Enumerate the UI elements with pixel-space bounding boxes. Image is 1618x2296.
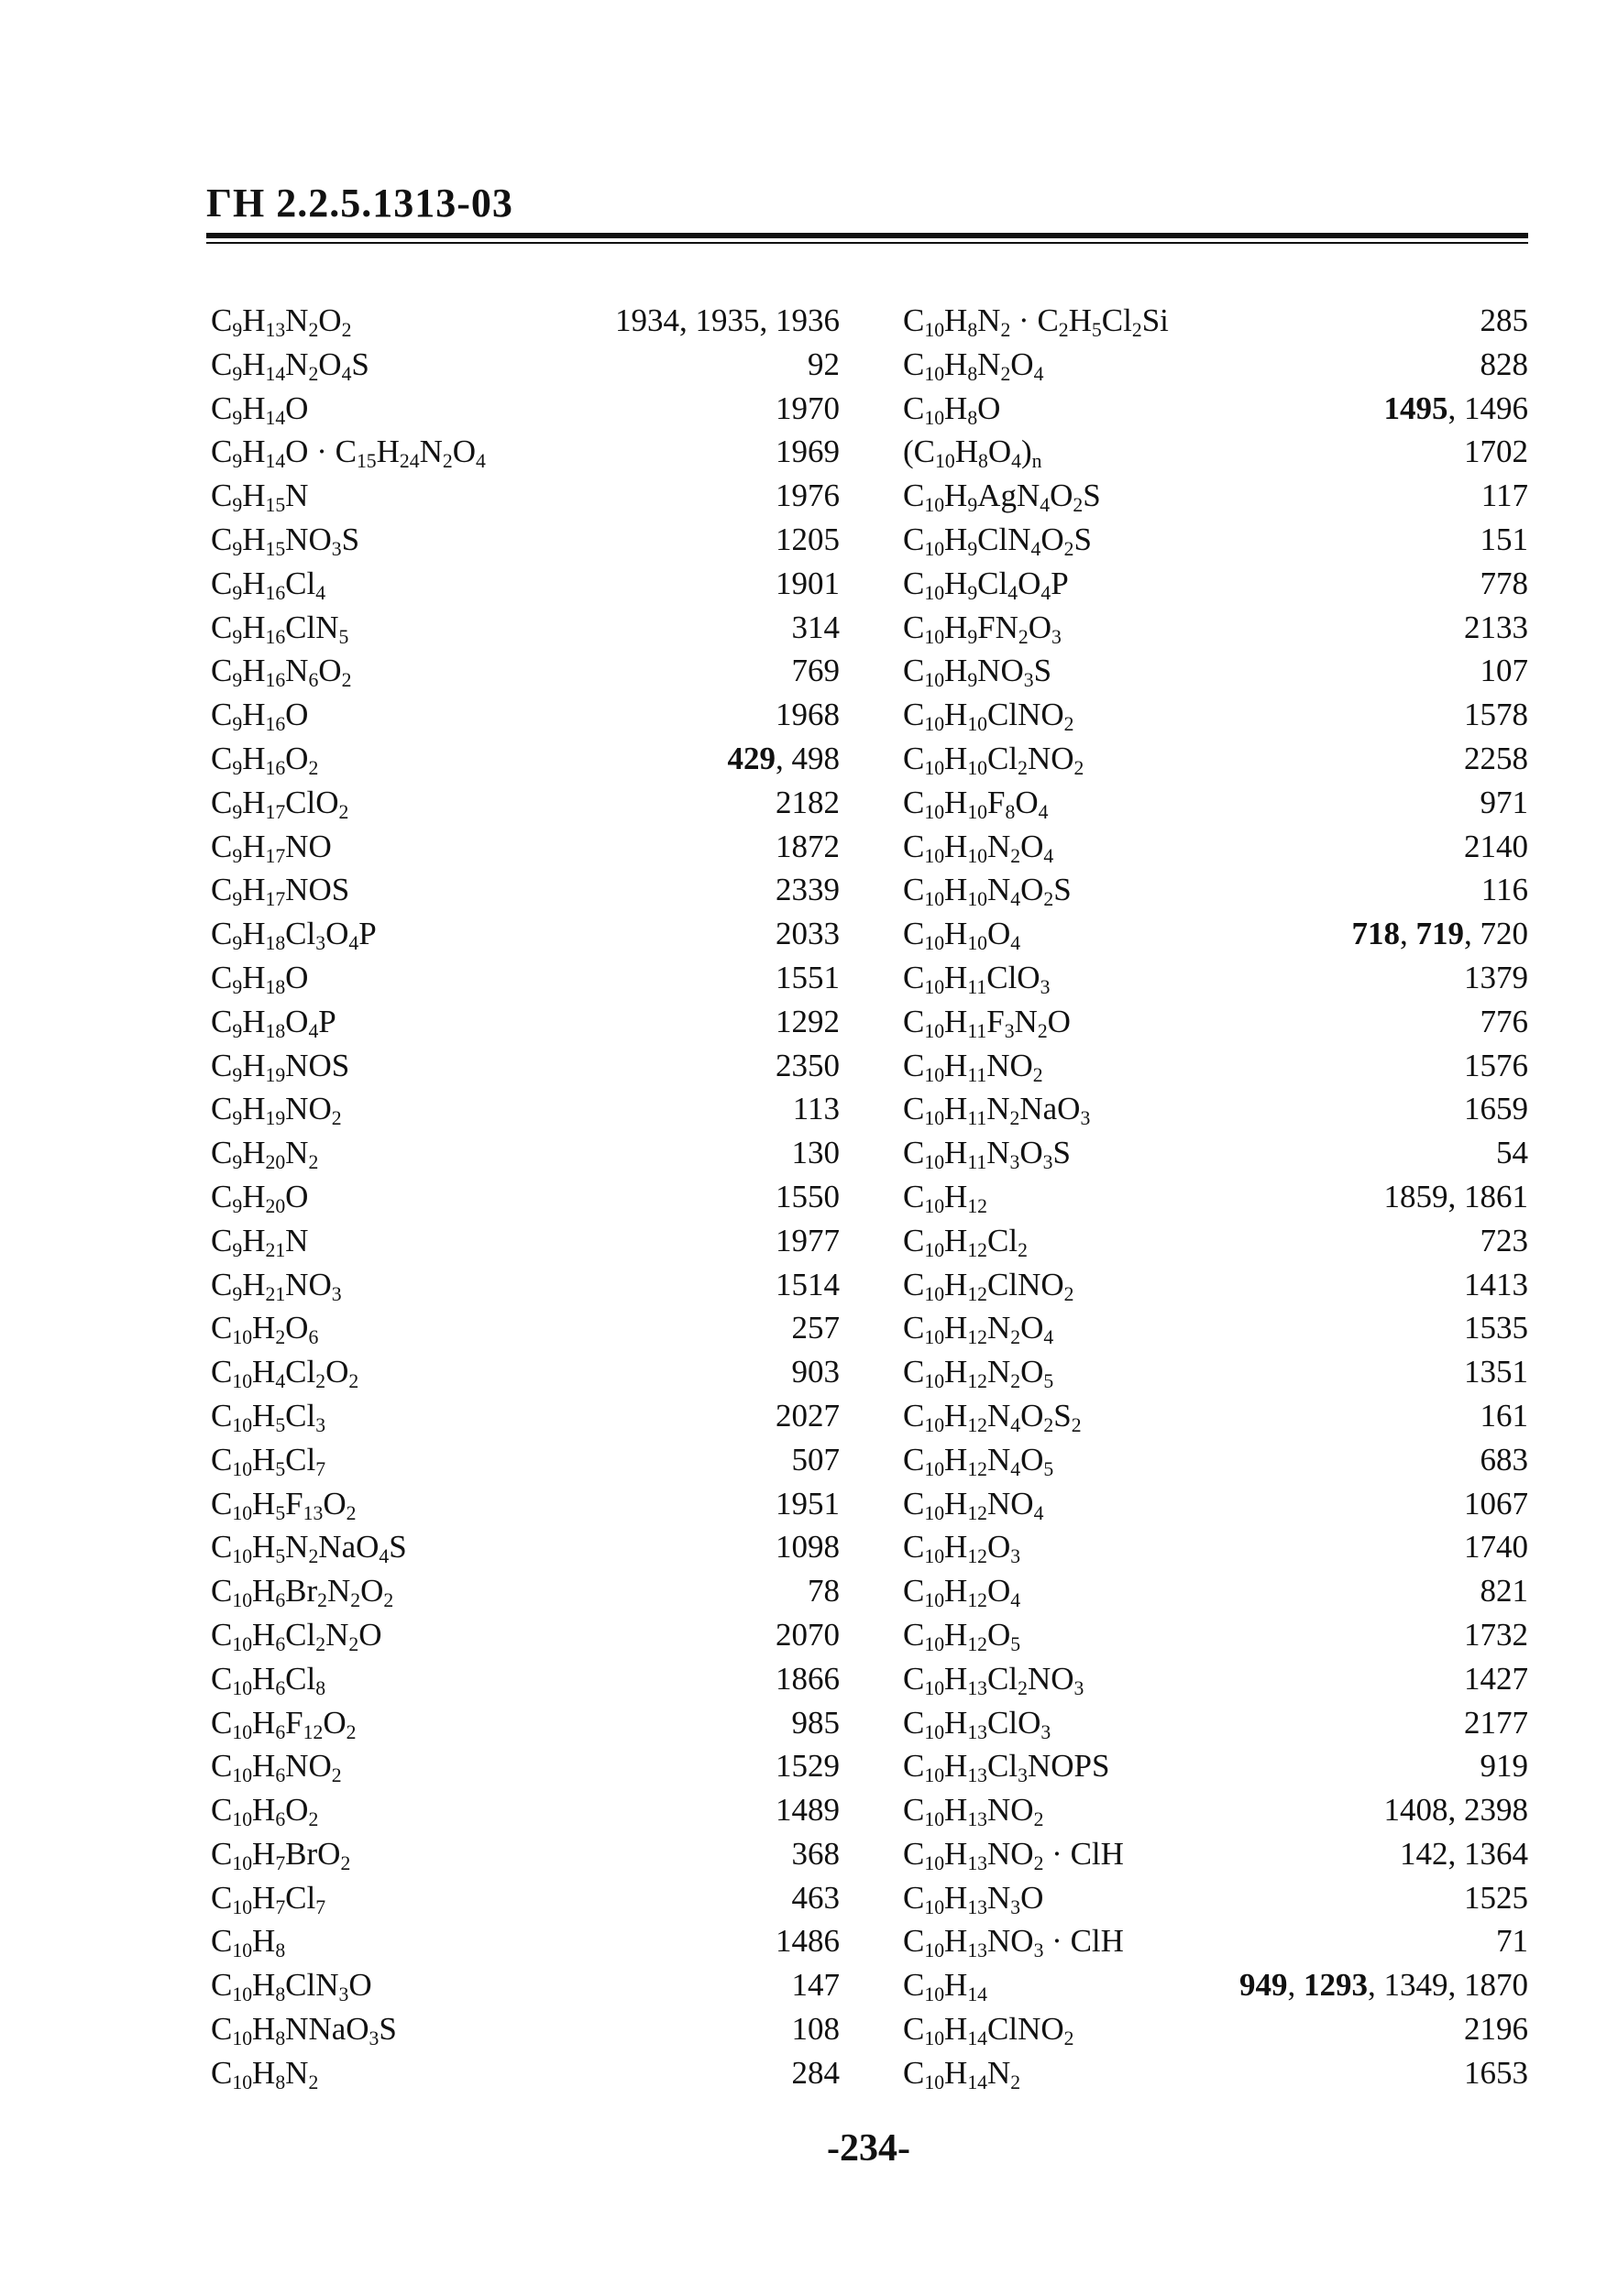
index-row xyxy=(903,1613,1528,1657)
index-row xyxy=(903,430,1528,474)
chemical-formula: $C_{10}H_9ClN_4O_2S$ xyxy=(903,521,1092,561)
chemical-formula: $C_{10}H_{11}N_2NaO_3$ xyxy=(903,1091,1091,1130)
entry-numbers: 821 xyxy=(1480,1573,1528,1609)
index-row xyxy=(211,1832,840,1876)
chemical-formula: $C_{10}H_{12}NO_4$ xyxy=(903,1485,1044,1524)
chemical-formula: $C_{10}H_{12}Cl_2$ xyxy=(903,1222,1028,1261)
index-row xyxy=(903,1657,1528,1701)
chemical-formula: $C_{10}H_6F_{12}O_2$ xyxy=(211,1704,357,1743)
entry-numbers: 1977 xyxy=(776,1222,840,1258)
chemical-formula: $C_9H_{17}ClO_2$ xyxy=(211,784,349,823)
chemical-formula: $C_9H_{21}NO_3$ xyxy=(211,1266,342,1305)
chemical-formula: $C_{10}H_{11}N_3O_3S$ xyxy=(903,1135,1071,1174)
entry-numbers: 1535 xyxy=(1464,1310,1528,1346)
entry-numbers: 130 xyxy=(791,1135,840,1171)
entry-numbers: 776 xyxy=(1480,1003,1528,1039)
entry-numbers: 257 xyxy=(791,1310,840,1346)
entry-numbers: 1529 xyxy=(776,1748,840,1785)
index-row xyxy=(903,2007,1528,2051)
index-row xyxy=(211,387,840,431)
entry-numbers: 769 xyxy=(791,653,840,689)
entry-numbers: 2140 xyxy=(1464,828,1528,864)
chemical-formula: $C_{10}H_{14}N_2$ xyxy=(903,2054,1021,2093)
index-row xyxy=(211,1876,840,1920)
index-row xyxy=(211,518,840,562)
index-row xyxy=(211,2007,840,2051)
entry-numbers: 1934, 1935, 1936 xyxy=(615,302,840,338)
chemical-formula: $C_{10}H_4Cl_2O_2$ xyxy=(211,1354,359,1393)
index-row xyxy=(903,1350,1528,1394)
index-row xyxy=(903,1000,1528,1044)
index-row xyxy=(903,1438,1528,1482)
chemical-formula: $C_9H_{16}ClN_5$ xyxy=(211,609,349,648)
entry-numbers: 1514 xyxy=(776,1266,840,1302)
entry-numbers: 71 xyxy=(1496,1923,1528,1960)
chemical-formula: $C_{10}H_{13}ClO_3$ xyxy=(903,1704,1051,1743)
chemical-formula: $C_{10}H_{13}N_3O$ xyxy=(903,1879,1044,1918)
index-row xyxy=(903,868,1528,912)
index-row xyxy=(903,1569,1528,1613)
chemical-formula: $C_9H_{20}O$ xyxy=(211,1178,309,1217)
index-row xyxy=(903,518,1528,562)
chemical-formula: $C_9H_{15}NO_3S$ xyxy=(211,521,360,561)
chemical-formula: $C_{10}H_{13}Cl_3NOPS$ xyxy=(903,1748,1110,1787)
entry-numbers: 1351 xyxy=(1464,1354,1528,1390)
index-row xyxy=(211,1263,840,1307)
header-rule-thick xyxy=(206,233,1528,238)
entry-numbers: 828 xyxy=(1480,346,1528,382)
chemical-formula: $C_9H_{17}NO$ xyxy=(211,828,332,867)
index-row xyxy=(903,1832,1528,1876)
left-index-column xyxy=(211,299,840,2095)
index-row xyxy=(211,737,840,781)
entry-numbers: 1578 xyxy=(1464,697,1528,733)
entry-numbers: 54 xyxy=(1496,1135,1528,1171)
index-row xyxy=(903,299,1528,343)
entry-numbers: 151 xyxy=(1480,521,1528,557)
index-row xyxy=(211,1175,840,1219)
index-row xyxy=(211,1657,840,1701)
chemical-formula: $C_{10}H_{13}NO_3$ · ClH xyxy=(903,1923,1124,1962)
chemical-formula: $C_{10}H_{12}N_2O_5$ xyxy=(903,1354,1054,1393)
chemical-formula: $C_{10}H_{10}F_8O_4$ xyxy=(903,784,1049,823)
chemical-formula: $C_9H_{16}O$ xyxy=(211,697,309,736)
entry-numbers: 985 xyxy=(791,1704,840,1741)
entry-numbers: 1969 xyxy=(776,434,840,470)
entry-numbers: 1551 xyxy=(776,959,840,995)
chemical-formula: $C_{10}H_{13}NO_2$ xyxy=(903,1792,1044,1831)
chemical-formula: $C_9H_{20}N_2$ xyxy=(211,1135,319,1174)
entry-numbers: 142, 1364 xyxy=(1400,1835,1528,1872)
entry-numbers: 903 xyxy=(791,1354,840,1390)
chemical-formula: $C_{10}H_8ClN_3O$ xyxy=(211,1967,372,2006)
entry-numbers: 507 xyxy=(791,1441,840,1478)
index-row xyxy=(903,737,1528,781)
index-row xyxy=(211,1000,840,1044)
index-row xyxy=(903,1219,1528,1263)
chemical-formula: $C_9H_{14}O$ xyxy=(211,390,309,429)
index-row xyxy=(903,1963,1528,2007)
chemical-formula: $C_9H_{19}NO_2$ xyxy=(211,1091,342,1130)
index-row xyxy=(903,1175,1528,1219)
entry-numbers: 1859, 1861 xyxy=(1383,1178,1528,1214)
entry-numbers: 1413 xyxy=(1464,1266,1528,1302)
chemical-formula: $C_{10}H_{14}ClNO_2$ xyxy=(903,2011,1074,2050)
chemical-formula: $C_{10}H_{11}ClO_3$ xyxy=(903,959,1051,999)
entry-numbers: 2350 xyxy=(776,1047,840,1083)
index-row xyxy=(211,1482,840,1526)
entry-numbers: 1525 xyxy=(1464,1879,1528,1916)
index-row xyxy=(903,956,1528,1000)
chemical-formula: $C_{10}H_{10}N_2O_4$ xyxy=(903,828,1054,867)
entry-numbers: 116 xyxy=(1480,872,1528,908)
chemical-formula: $C_{10}H_9NO_3S$ xyxy=(903,653,1052,692)
chemical-formula: $C_{10}H_{11}NO_2$ xyxy=(903,1047,1043,1086)
index-row xyxy=(211,912,840,956)
index-row xyxy=(903,693,1528,737)
chemical-formula: $C_{10}H_2O_6$ xyxy=(211,1310,319,1349)
chemical-formula: $C_{10}H_8N_2$ xyxy=(211,2054,319,2093)
chemical-formula: $C_{10}H_5N_2NaO_4S$ xyxy=(211,1529,407,1568)
entry-numbers: 2196 xyxy=(1464,2011,1528,2048)
entry-numbers: 683 xyxy=(1480,1441,1528,1478)
entry-numbers: 1951 xyxy=(776,1485,840,1522)
header-rule-thin xyxy=(206,242,1528,244)
index-row xyxy=(211,956,840,1000)
chemical-formula: $C_{10}H_{14}$ xyxy=(903,1967,988,2006)
chemical-formula: $C_{10}H_{12}$ xyxy=(903,1178,988,1217)
chemical-formula: $C_{10}H_6NO_2$ xyxy=(211,1748,342,1787)
index-row xyxy=(211,1131,840,1175)
index-row xyxy=(211,781,840,825)
index-row xyxy=(211,1394,840,1438)
entry-numbers: 2182 xyxy=(776,784,840,820)
index-row xyxy=(211,1306,840,1350)
entry-numbers: 971 xyxy=(1480,784,1528,820)
chemical-formula: $C_{10}H_{11}F_3N_2O$ xyxy=(903,1003,1071,1042)
index-row xyxy=(211,868,840,912)
index-row xyxy=(903,562,1528,606)
chemical-formula: $C_{10}H_{10}Cl_2NO_2$ xyxy=(903,740,1084,780)
entry-numbers: 949, 1293, 1349, 1870 xyxy=(1239,1967,1528,2004)
chemical-formula: $C_{10}H_7BrO_2$ xyxy=(211,1835,351,1874)
entry-numbers: 2070 xyxy=(776,1616,840,1653)
right-index-column xyxy=(903,299,1528,2095)
index-row xyxy=(211,474,840,518)
index-row xyxy=(211,299,840,343)
chemical-formula: $C_{10}H_5Cl_3$ xyxy=(211,1397,326,1436)
document-code: ГН 2.2.5.1313-03 xyxy=(206,181,513,225)
chemical-formula: $C_9H_{18}Cl_3O_4P$ xyxy=(211,916,377,955)
index-row xyxy=(903,1876,1528,1920)
entry-numbers: 1486 xyxy=(776,1923,840,1960)
entry-numbers: 1653 xyxy=(1464,2054,1528,2091)
index-row xyxy=(903,781,1528,825)
index-row xyxy=(903,606,1528,650)
entry-numbers: 919 xyxy=(1480,1748,1528,1785)
entry-numbers: 1976 xyxy=(776,478,840,514)
chemical-formula: $C_{10}H_{13}NO_2$ · ClH xyxy=(903,1835,1124,1874)
index-row xyxy=(211,1919,840,1963)
entry-numbers: 1970 xyxy=(776,390,840,426)
index-row xyxy=(903,912,1528,956)
chemical-formula: $(C_{10}H_8O_4)_n$ xyxy=(903,434,1042,473)
entry-numbers: 2133 xyxy=(1464,609,1528,645)
entry-numbers: 1732 xyxy=(1464,1616,1528,1653)
entry-numbers: 1205 xyxy=(776,521,840,557)
chemical-formula: $C_{10}H_{12}O_4$ xyxy=(903,1573,1021,1612)
entry-numbers: 718, 719, 720 xyxy=(1351,916,1528,952)
entry-numbers: 1427 xyxy=(1464,1660,1528,1697)
chemical-formula: $C_{10}H_{12}O_3$ xyxy=(903,1529,1021,1568)
chemical-formula: $C_{10}H_{13}Cl_2NO_3$ xyxy=(903,1660,1084,1699)
index-row xyxy=(211,1350,840,1394)
index-row xyxy=(211,562,840,606)
entry-numbers: 147 xyxy=(791,1967,840,2004)
index-row xyxy=(903,1263,1528,1307)
chemical-formula: $C_9H_{19}NOS$ xyxy=(211,1047,350,1086)
chemical-formula: $C_{10}H_9AgN_4O_2S$ xyxy=(903,478,1101,517)
chemical-formula: $C_{10}H_6Cl_2N_2O$ xyxy=(211,1616,382,1655)
chemical-formula: $C_{10}H_9FN_2O_3$ xyxy=(903,609,1062,648)
index-row xyxy=(903,474,1528,518)
index-row xyxy=(903,1131,1528,1175)
entry-numbers: 1702 xyxy=(1464,434,1528,470)
chemical-formula: $C_9H_{17}NOS$ xyxy=(211,872,350,911)
entry-numbers: 1489 xyxy=(776,1792,840,1829)
entry-numbers: 2033 xyxy=(776,916,840,952)
entry-numbers: 1408, 2398 xyxy=(1383,1792,1528,1829)
index-row xyxy=(903,1788,1528,1832)
chemical-formula: $C_{10}H_{12}N_4O_5$ xyxy=(903,1441,1054,1480)
entry-numbers: 314 xyxy=(791,609,840,645)
index-row xyxy=(903,387,1528,431)
chemical-formula: $C_{10}H_{12}O_5$ xyxy=(903,1616,1021,1655)
index-row xyxy=(211,1963,840,2007)
index-row xyxy=(211,1744,840,1788)
page-number: -234- xyxy=(827,2127,910,2170)
index-row xyxy=(903,825,1528,869)
index-row xyxy=(211,606,840,650)
index-row xyxy=(211,1788,840,1832)
chemical-formula: $C_{10}H_5F_{13}O_2$ xyxy=(211,1485,357,1524)
index-row xyxy=(211,1438,840,1482)
chemical-formula: $C_9H_{16}Cl_4$ xyxy=(211,565,326,604)
chemical-formula: $C_{10}H_{10}O_4$ xyxy=(903,916,1021,955)
chemical-formula: $C_{10}H_6O_2$ xyxy=(211,1792,319,1831)
index-row xyxy=(211,1613,840,1657)
index-row xyxy=(903,1701,1528,1745)
index-row xyxy=(211,693,840,737)
index-row xyxy=(211,1087,840,1131)
chemical-formula: $C_9H_{18}O_4P$ xyxy=(211,1003,336,1042)
entry-numbers: 2027 xyxy=(776,1397,840,1434)
entry-numbers: 1098 xyxy=(776,1529,840,1565)
chemical-formula: $C_9H_{18}O$ xyxy=(211,959,309,999)
chemical-formula: $C_{10}H_9Cl_4O_4P$ xyxy=(903,565,1069,604)
entry-numbers: 1576 xyxy=(1464,1047,1528,1083)
chemical-formula: $C_{10}H_{10}ClNO_2$ xyxy=(903,697,1074,736)
index-row xyxy=(211,649,840,693)
entry-numbers: 2339 xyxy=(776,872,840,908)
index-row xyxy=(903,1394,1528,1438)
index-row xyxy=(211,430,840,474)
chemical-formula: $C_{10}H_6Cl_8$ xyxy=(211,1660,326,1699)
index-row xyxy=(903,2051,1528,2095)
entry-numbers: 1550 xyxy=(776,1178,840,1214)
chemical-formula: $C_9H_{15}N$ xyxy=(211,478,309,517)
chemical-formula: $C_{10}H_6Br_2N_2O_2$ xyxy=(211,1573,394,1612)
entry-numbers: 1968 xyxy=(776,697,840,733)
chemical-formula: $C_{10}H_5Cl_7$ xyxy=(211,1441,326,1480)
chemical-formula: $C_9H_{13}N_2O_2$ xyxy=(211,302,352,342)
entry-numbers: 107 xyxy=(1480,653,1528,689)
entry-numbers: 778 xyxy=(1480,565,1528,601)
index-row xyxy=(211,1569,840,1613)
chemical-formula: $C_9H_{16}O_2$ xyxy=(211,740,319,780)
entry-numbers: 429, 498 xyxy=(727,740,840,776)
entry-numbers: 78 xyxy=(808,1573,840,1609)
chemical-formula: $C_{10}H_8N_2O_4$ xyxy=(903,346,1044,385)
chemical-formula: $C_{10}H_{10}N_4O_2S$ xyxy=(903,872,1072,911)
entry-numbers: 723 xyxy=(1480,1222,1528,1258)
entry-numbers: 161 xyxy=(1480,1397,1528,1434)
entry-numbers: 1379 xyxy=(1464,959,1528,995)
index-row xyxy=(903,1306,1528,1350)
entry-numbers: 1901 xyxy=(776,565,840,601)
chemical-formula: $C_{10}H_7Cl_7$ xyxy=(211,1879,326,1918)
chemical-formula: $C_{10}H_8$ xyxy=(211,1923,286,1962)
index-row xyxy=(211,825,840,869)
chemical-formula: $C_{10}H_8NNaO_3S$ xyxy=(211,2011,397,2050)
chemical-formula: $C_9H_{14}O \cdot C_{15}H_{24}N_2O_4$ xyxy=(211,434,486,473)
entry-numbers: 1872 xyxy=(776,828,840,864)
index-row xyxy=(211,1701,840,1745)
chemical-formula: $C_{10}H_8O$ xyxy=(903,390,1001,429)
entry-numbers: 1495, 1496 xyxy=(1383,390,1528,426)
entry-numbers: 284 xyxy=(791,2054,840,2091)
chemical-formula: $C_{10}H_{12}N_2O_4$ xyxy=(903,1310,1054,1349)
entry-numbers: 463 xyxy=(791,1879,840,1916)
index-row xyxy=(211,2051,840,2095)
entry-numbers: 1292 xyxy=(776,1003,840,1039)
entry-numbers: 285 xyxy=(1480,302,1528,338)
chemical-formula: $C_9H_{14}N_2O_4S$ xyxy=(211,346,369,385)
index-row xyxy=(903,1087,1528,1131)
index-row xyxy=(903,1525,1528,1569)
index-row xyxy=(211,343,840,387)
entry-numbers: 113 xyxy=(792,1091,840,1127)
entry-numbers: 368 xyxy=(791,1835,840,1872)
entry-numbers: 117 xyxy=(1480,478,1528,514)
entry-numbers: 2258 xyxy=(1464,740,1528,776)
entry-numbers: 108 xyxy=(791,2011,840,2048)
index-row xyxy=(903,1482,1528,1526)
chemical-formula: $C_{10}H_{12}N_4O_2S_2$ xyxy=(903,1397,1082,1436)
chemical-formula: $C_9H_{16}N_6O_2$ xyxy=(211,653,352,692)
entry-numbers: 2177 xyxy=(1464,1704,1528,1741)
index-row xyxy=(903,1919,1528,1963)
entry-numbers: 1067 xyxy=(1464,1485,1528,1522)
chemical-formula: $C_9H_{21}N$ xyxy=(211,1222,309,1261)
entry-numbers: 1659 xyxy=(1464,1091,1528,1127)
index-row xyxy=(211,1219,840,1263)
chemical-formula: $C_{10}H_8N_2 \cdot C_2H_5Cl_2Si$ xyxy=(903,302,1169,342)
entry-numbers: 92 xyxy=(808,346,840,382)
index-row xyxy=(211,1044,840,1088)
index-row xyxy=(903,343,1528,387)
index-row xyxy=(903,1744,1528,1788)
entry-numbers: 1866 xyxy=(776,1660,840,1697)
index-row xyxy=(211,1525,840,1569)
chemical-formula: $C_{10}H_{12}ClNO_2$ xyxy=(903,1266,1074,1305)
index-row xyxy=(903,649,1528,693)
index-row xyxy=(903,1044,1528,1088)
entry-numbers: 1740 xyxy=(1464,1529,1528,1565)
